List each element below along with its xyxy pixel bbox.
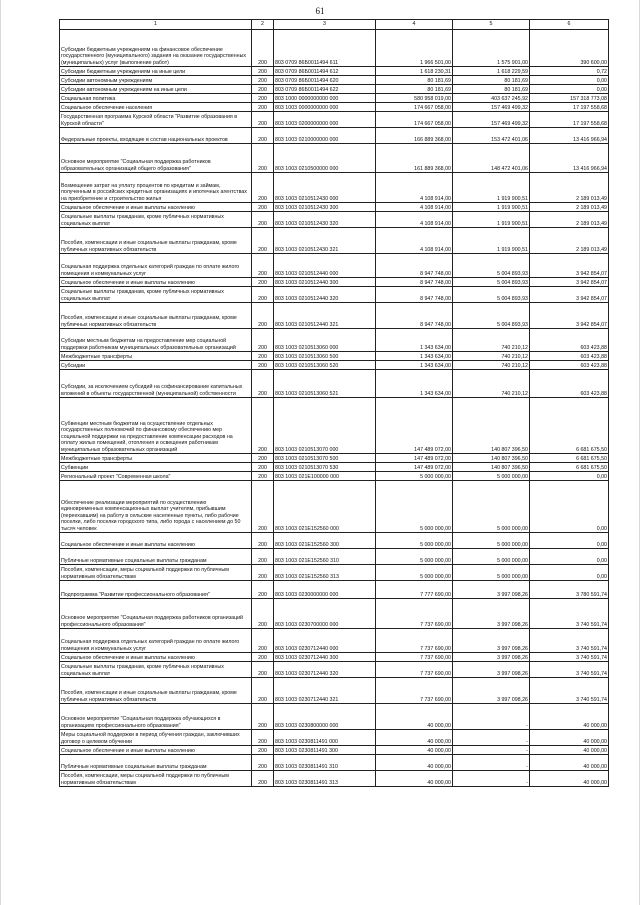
row-approved-amount-cell: 1 966 501,00: [376, 30, 453, 67]
row-unexecuted-amount-cell: 0,00: [530, 472, 609, 481]
row-admin-code-cell: 200: [252, 653, 274, 662]
row-approved-amount-cell: 174 667 058,00: [376, 112, 453, 128]
table-row: [60, 103, 609, 112]
row-budget-code-cell: 803 1003 0230811491 000: [274, 730, 376, 746]
row-name-cell: Публичные нормативные социальные выплаты гражданам: [60, 755, 252, 771]
row-admin-code-cell: 200: [252, 94, 274, 103]
page-edge-left: [0, 0, 1, 905]
row-budget-code-cell: 803 1003 0210513060 521: [274, 370, 376, 398]
row-approved-amount-cell: 4 108 914,00: [376, 228, 453, 254]
row-unexecuted-amount-cell: 0,72: [530, 67, 609, 76]
row-approved-amount-cell: 5 000 000,00: [376, 533, 453, 549]
row-approved-amount-cell: 8 947 748,00: [376, 303, 453, 329]
row-name-cell: Социальное обеспечение населения: [60, 103, 252, 112]
table-row: [60, 472, 609, 481]
table-row: [60, 85, 609, 94]
row-admin-code-cell: 200: [252, 203, 274, 212]
row-name-cell: Государственная программа Курской области "Развитие образования в Курской области": [60, 112, 252, 128]
row-name-cell: Субвенции местным бюджетам на осуществление отдельных государственных полномочий по финансовому обеспечению мер социальной поддержки на предоставление компенсации расходов на оплату жилых помещений, отопления и освещения работникам муниципальных образовательных организаций: [60, 398, 252, 454]
row-executed-amount-cell: 1 919 900,51: [453, 228, 530, 254]
row-budget-code-cell: 803 1003 0230712440 000: [274, 629, 376, 653]
row-budget-code-cell: 803 1003 021E152560 300: [274, 533, 376, 549]
row-admin-code-cell: 200: [252, 128, 274, 144]
table-row: [60, 203, 609, 212]
row-admin-code-cell: 200: [252, 254, 274, 278]
row-approved-amount-cell: 80 181,69: [376, 76, 453, 85]
column-header-1: 1: [60, 20, 252, 30]
row-budget-code-cell: 803 0709 86Б0011494 612: [274, 67, 376, 76]
row-executed-amount-cell: 148 472 401,06: [453, 144, 530, 173]
row-name-cell: Субсидии автономным учреждениям на иные цели: [60, 85, 252, 94]
row-approved-amount-cell: 4 108 914,00: [376, 203, 453, 212]
table-row: [60, 278, 609, 287]
row-admin-code-cell: 200: [252, 370, 274, 398]
row-executed-amount-cell: -: [453, 746, 530, 755]
row-executed-amount-cell: 740 210,12: [453, 370, 530, 398]
row-name-cell: Социальная поддержка отдельных категорий граждан по оплате жилого помещения и коммунальных услуг: [60, 629, 252, 653]
row-name-cell: Меры социальной поддержки в период обучения граждан, заключивших договор о целевом обучении: [60, 730, 252, 746]
row-unexecuted-amount-cell: 2 189 013,49: [530, 212, 609, 228]
row-name-cell: Субсидии бюджетным учреждениям на финансовое обеспечение государственного (муниципального) задания на оказание государственных (муниципальных) услуг (выполнение работ): [60, 30, 252, 67]
row-name-cell: Межбюджетные трансферты: [60, 454, 252, 463]
table-row: [60, 228, 609, 254]
row-name-cell: Публичные нормативные социальные выплаты гражданам: [60, 549, 252, 565]
row-executed-amount-cell: 3 997 098,26: [453, 678, 530, 704]
row-admin-code-cell: 200: [252, 76, 274, 85]
row-budget-code-cell: 803 1003 0230811491 310: [274, 755, 376, 771]
row-admin-code-cell: 200: [252, 662, 274, 678]
row-approved-amount-cell: 1 343 634,00: [376, 352, 453, 361]
row-approved-amount-cell: 7 737 690,00: [376, 662, 453, 678]
row-name-cell: Основное мероприятие "Социальная поддержка работников организаций профессионального образования": [60, 599, 252, 629]
row-executed-amount-cell: 5 004 893,93: [453, 303, 530, 329]
row-budget-code-cell: 803 1003 021E152560 000: [274, 481, 376, 533]
table-row: [60, 94, 609, 103]
row-approved-amount-cell: 5 000 000,00: [376, 565, 453, 581]
row-name-cell: Основное мероприятие "Социальная поддержка работников образовательных организаций общего образования": [60, 144, 252, 173]
row-unexecuted-amount-cell: 3 740 591,74: [530, 678, 609, 704]
row-unexecuted-amount-cell: 0,00: [530, 85, 609, 94]
row-approved-amount-cell: 174 667 058,00: [376, 103, 453, 112]
row-unexecuted-amount-cell: 0,00: [530, 76, 609, 85]
row-name-cell: Социальная политика: [60, 94, 252, 103]
row-executed-amount-cell: 5 004 893,93: [453, 254, 530, 278]
table-row: [60, 533, 609, 549]
row-budget-code-cell: 803 1003 0210512440 300: [274, 278, 376, 287]
row-unexecuted-amount-cell: 40 000,00: [530, 704, 609, 730]
row-executed-amount-cell: 5 000 000,00: [453, 565, 530, 581]
row-admin-code-cell: 200: [252, 704, 274, 730]
row-name-cell: Субсидии местным бюджетам на предоставление мер социальной поддержки работникам муниципальных образовательных организаций: [60, 329, 252, 352]
row-approved-amount-cell: 7 737 690,00: [376, 653, 453, 662]
table-row: [60, 678, 609, 704]
row-budget-code-cell: 803 1003 0210513060 500: [274, 352, 376, 361]
row-unexecuted-amount-cell: 2 189 013,49: [530, 228, 609, 254]
row-executed-amount-cell: 5 004 893,93: [453, 278, 530, 287]
row-name-cell: Пособия, компенсации и иные социальные выплаты гражданам, кроме публичных нормативных обязательств: [60, 228, 252, 254]
row-budget-code-cell: 803 1000 0000000000 000: [274, 94, 376, 103]
table-row: [60, 173, 609, 203]
row-unexecuted-amount-cell: 3 740 591,74: [530, 629, 609, 653]
row-name-cell: Основное мероприятие "Социальная поддержка обучающихся в организациях профессионального образования": [60, 704, 252, 730]
row-approved-amount-cell: 5 000 000,00: [376, 549, 453, 565]
row-admin-code-cell: 200: [252, 549, 274, 565]
row-budget-code-cell: 803 1003 0230712440 321: [274, 678, 376, 704]
row-approved-amount-cell: 80 181,69: [376, 85, 453, 94]
table-row: [60, 771, 609, 787]
table-row: [60, 653, 609, 662]
row-name-cell: Субсидии автономным учреждениям: [60, 76, 252, 85]
row-executed-amount-cell: 140 807 396,50: [453, 463, 530, 472]
row-approved-amount-cell: 40 000,00: [376, 730, 453, 746]
row-budget-code-cell: 803 1003 021E152560 310: [274, 549, 376, 565]
row-executed-amount-cell: 157 469 499,32: [453, 103, 530, 112]
row-executed-amount-cell: 3 997 098,26: [453, 629, 530, 653]
table-row: [60, 76, 609, 85]
row-budget-code-cell: 803 1003 021E152560 313: [274, 565, 376, 581]
table-row: [60, 303, 609, 329]
row-name-cell: Пособия, компенсации и иные социальные выплаты гражданам, кроме публичных нормативных обязательств: [60, 678, 252, 704]
row-name-cell: Подпрограмма "Развитие профессионального образования": [60, 581, 252, 599]
row-unexecuted-amount-cell: 6 681 675,50: [530, 463, 609, 472]
row-executed-amount-cell: 740 210,12: [453, 361, 530, 370]
row-unexecuted-amount-cell: 2 189 013,49: [530, 173, 609, 203]
table-body: [60, 30, 609, 787]
row-name-cell: Субсидии: [60, 361, 252, 370]
row-executed-amount-cell: -: [453, 704, 530, 730]
table-row: [60, 398, 609, 454]
table-row: [60, 704, 609, 730]
row-executed-amount-cell: 740 210,12: [453, 329, 530, 352]
row-budget-code-cell: 803 1003 0210512440 320: [274, 287, 376, 303]
row-approved-amount-cell: 4 108 914,00: [376, 212, 453, 228]
row-admin-code-cell: 200: [252, 678, 274, 704]
row-budget-code-cell: 803 1003 0210512430 000: [274, 173, 376, 203]
row-admin-code-cell: 200: [252, 533, 274, 549]
table-row: [60, 755, 609, 771]
row-approved-amount-cell: 40 000,00: [376, 746, 453, 755]
row-name-cell: Социальное обеспечение и иные выплаты населению: [60, 653, 252, 662]
table-row: [60, 629, 609, 653]
row-approved-amount-cell: 7 737 690,00: [376, 678, 453, 704]
row-budget-code-cell: 803 1003 0210513060 520: [274, 361, 376, 370]
column-header-2: 2: [252, 20, 274, 30]
table-row: [60, 329, 609, 352]
row-name-cell: Социальная поддержка отдельных категорий граждан по оплате жилого помещения и коммунальных услуг: [60, 254, 252, 278]
table-row: [60, 352, 609, 361]
row-budget-code-cell: 803 1003 0230800000 000: [274, 704, 376, 730]
row-name-cell: Социальные выплаты гражданам, кроме публичных нормативных социальных выплат: [60, 662, 252, 678]
budget-execution-table: [59, 19, 609, 787]
table-row: [60, 454, 609, 463]
column-header-5: 5: [453, 20, 530, 30]
row-unexecuted-amount-cell: 0,00: [530, 549, 609, 565]
row-executed-amount-cell: 5 000 000,00: [453, 533, 530, 549]
table-row: [60, 746, 609, 755]
table-row: [60, 144, 609, 173]
row-unexecuted-amount-cell: 3 942 854,07: [530, 287, 609, 303]
row-approved-amount-cell: 40 000,00: [376, 755, 453, 771]
row-unexecuted-amount-cell: 40 000,00: [530, 771, 609, 787]
column-header-4: 4: [376, 20, 453, 30]
row-admin-code-cell: 200: [252, 144, 274, 173]
row-unexecuted-amount-cell: 603 423,88: [530, 361, 609, 370]
row-executed-amount-cell: 80 181,69: [453, 76, 530, 85]
row-name-cell: Пособия, компенсации и иные социальные выплаты гражданам, кроме публичных нормативных обязательств: [60, 303, 252, 329]
row-admin-code-cell: 200: [252, 472, 274, 481]
row-admin-code-cell: 200: [252, 361, 274, 370]
row-budget-code-cell: 803 1003 0210512430 320: [274, 212, 376, 228]
row-approved-amount-cell: 40 000,00: [376, 704, 453, 730]
row-admin-code-cell: 200: [252, 629, 274, 653]
row-admin-code-cell: 200: [252, 67, 274, 76]
row-executed-amount-cell: 5 000 000,00: [453, 549, 530, 565]
table-row: [60, 463, 609, 472]
row-admin-code-cell: 200: [252, 771, 274, 787]
table-row: [60, 361, 609, 370]
row-budget-code-cell: 803 1003 0210512440 321: [274, 303, 376, 329]
row-budget-code-cell: 803 1003 0210512430 300: [274, 203, 376, 212]
row-unexecuted-amount-cell: 13 416 966,94: [530, 128, 609, 144]
row-name-cell: Обеспечение реализации мероприятий по осуществлению единовременных компенсационных выплат учителям, прибывшим (переехавшим) на работу в сельские населенные пункты, либо рабочие поселки, либо поселки городского типа, либо города с населением до 50 тысяч человек: [60, 481, 252, 533]
table-row: [60, 549, 609, 565]
row-name-cell: Федеральные проекты, входящие в состав национальных проектов: [60, 128, 252, 144]
row-executed-amount-cell: 5 000 000,00: [453, 481, 530, 533]
row-admin-code-cell: 200: [252, 463, 274, 472]
row-budget-code-cell: 803 1003 0210512440 000: [274, 254, 376, 278]
row-budget-code-cell: 803 0709 86Б0011494 620: [274, 76, 376, 85]
row-name-cell: Социальное обеспечение и иные выплаты населению: [60, 533, 252, 549]
row-executed-amount-cell: 157 469 499,32: [453, 112, 530, 128]
row-executed-amount-cell: 1 618 229,59: [453, 67, 530, 76]
row-budget-code-cell: 803 0709 86Б0011494 622: [274, 85, 376, 94]
row-budget-code-cell: 803 1003 0210500000 000: [274, 144, 376, 173]
row-budget-code-cell: 803 1003 0200000000 000: [274, 112, 376, 128]
row-admin-code-cell: 200: [252, 30, 274, 67]
row-admin-code-cell: 200: [252, 398, 274, 454]
row-admin-code-cell: 200: [252, 112, 274, 128]
row-executed-amount-cell: 1 919 900,51: [453, 173, 530, 203]
row-executed-amount-cell: 80 181,69: [453, 85, 530, 94]
row-unexecuted-amount-cell: 13 416 966,94: [530, 144, 609, 173]
row-executed-amount-cell: 5 004 893,93: [453, 287, 530, 303]
row-executed-amount-cell: 403 637 245,92: [453, 94, 530, 103]
row-unexecuted-amount-cell: 3 740 591,74: [530, 653, 609, 662]
row-unexecuted-amount-cell: 6 681 675,50: [530, 398, 609, 454]
row-admin-code-cell: 200: [252, 481, 274, 533]
row-name-cell: Региональный проект "Современная школа": [60, 472, 252, 481]
row-unexecuted-amount-cell: 603 423,88: [530, 370, 609, 398]
row-approved-amount-cell: 147 489 072,00: [376, 463, 453, 472]
row-unexecuted-amount-cell: 17 197 558,68: [530, 103, 609, 112]
row-name-cell: Пособия, компенсации, меры социальной поддержки по публичным нормативным обязательствам: [60, 565, 252, 581]
row-executed-amount-cell: -: [453, 730, 530, 746]
row-unexecuted-amount-cell: 0,00: [530, 481, 609, 533]
row-admin-code-cell: 200: [252, 228, 274, 254]
row-unexecuted-amount-cell: 3 740 591,74: [530, 662, 609, 678]
table-row: [60, 30, 609, 67]
row-approved-amount-cell: 8 947 748,00: [376, 287, 453, 303]
row-approved-amount-cell: 147 489 072,00: [376, 398, 453, 454]
row-unexecuted-amount-cell: 6 681 675,50: [530, 454, 609, 463]
row-executed-amount-cell: 5 000 000,00: [453, 472, 530, 481]
row-budget-code-cell: 803 0709 86Б0011494 611: [274, 30, 376, 67]
row-admin-code-cell: 200: [252, 454, 274, 463]
row-approved-amount-cell: 166 889 368,00: [376, 128, 453, 144]
row-name-cell: Пособия, компенсации, меры социальной поддержки по публичным нормативным обязательствам: [60, 771, 252, 787]
table-row: [60, 599, 609, 629]
row-executed-amount-cell: 3 997 098,26: [453, 662, 530, 678]
row-unexecuted-amount-cell: 3 942 854,07: [530, 303, 609, 329]
row-executed-amount-cell: 740 210,12: [453, 352, 530, 361]
row-approved-amount-cell: 7 737 690,00: [376, 629, 453, 653]
row-admin-code-cell: 200: [252, 303, 274, 329]
row-admin-code-cell: 200: [252, 329, 274, 352]
row-name-cell: Межбюджетные трансферты: [60, 352, 252, 361]
row-approved-amount-cell: 1 343 634,00: [376, 329, 453, 352]
row-budget-code-cell: 803 1003 0210000000 000: [274, 128, 376, 144]
row-approved-amount-cell: 8 947 748,00: [376, 254, 453, 278]
row-name-cell: Социальные выплаты гражданам, кроме публичных нормативных социальных выплат: [60, 287, 252, 303]
row-approved-amount-cell: 7 777 690,00: [376, 581, 453, 599]
row-executed-amount-cell: 1 919 900,51: [453, 212, 530, 228]
table-row: [60, 481, 609, 533]
row-executed-amount-cell: 3 997 098,26: [453, 653, 530, 662]
row-unexecuted-amount-cell: 0,00: [530, 565, 609, 581]
row-unexecuted-amount-cell: 3 780 591,74: [530, 581, 609, 599]
row-unexecuted-amount-cell: 40 000,00: [530, 730, 609, 746]
table-row: [60, 67, 609, 76]
row-admin-code-cell: 200: [252, 278, 274, 287]
row-name-cell: Социальное обеспечение и иные выплаты населению: [60, 203, 252, 212]
row-executed-amount-cell: -: [453, 771, 530, 787]
row-unexecuted-amount-cell: 2 189 013,49: [530, 203, 609, 212]
row-unexecuted-amount-cell: 17 197 558,68: [530, 112, 609, 128]
row-approved-amount-cell: 1 618 230,31: [376, 67, 453, 76]
row-admin-code-cell: 200: [252, 173, 274, 203]
table-row: [60, 287, 609, 303]
row-budget-code-cell: 803 1003 0230712440 320: [274, 662, 376, 678]
table-row: [60, 565, 609, 581]
row-admin-code-cell: 200: [252, 212, 274, 228]
row-unexecuted-amount-cell: 40 000,00: [530, 755, 609, 771]
row-name-cell: Социальное обеспечение и иные выплаты населению: [60, 278, 252, 287]
page-number: 61: [315, 6, 325, 16]
row-executed-amount-cell: 3 997 098,26: [453, 581, 530, 599]
row-budget-code-cell: 803 1003 0210513070 530: [274, 463, 376, 472]
row-approved-amount-cell: 40 000,00: [376, 771, 453, 787]
row-budget-code-cell: 803 1003 0210513060 000: [274, 329, 376, 352]
row-unexecuted-amount-cell: 40 000,00: [530, 746, 609, 755]
row-approved-amount-cell: 1 343 634,00: [376, 370, 453, 398]
row-admin-code-cell: 200: [252, 755, 274, 771]
table-row: [60, 254, 609, 278]
row-unexecuted-amount-cell: 3 942 854,07: [530, 278, 609, 287]
row-name-cell: Субсидии бюджетным учреждениям на иные цели: [60, 67, 252, 76]
row-name-cell: Социальное обеспечение и иные выплаты населению: [60, 746, 252, 755]
row-executed-amount-cell: 1 919 900,51: [453, 203, 530, 212]
row-unexecuted-amount-cell: 157 318 773,08: [530, 94, 609, 103]
row-unexecuted-amount-cell: 390 600,00: [530, 30, 609, 67]
row-unexecuted-amount-cell: 0,00: [530, 533, 609, 549]
row-admin-code-cell: 200: [252, 287, 274, 303]
row-budget-code-cell: 803 1003 0230811491 313: [274, 771, 376, 787]
row-executed-amount-cell: 140 807 396,50: [453, 398, 530, 454]
row-budget-code-cell: 803 1003 0230000000 000: [274, 581, 376, 599]
row-name-cell: Возмещение затрат на уплату процентов по кредитам и займам, полученным в российских кредитных организациях и ипотечных агентствах на приобретение и строительство жилья: [60, 173, 252, 203]
row-admin-code-cell: 200: [252, 85, 274, 94]
row-name-cell: Социальные выплаты гражданам, кроме публичных нормативных социальных выплат: [60, 212, 252, 228]
row-executed-amount-cell: -: [453, 755, 530, 771]
row-approved-amount-cell: 147 489 072,00: [376, 454, 453, 463]
table-row: [60, 581, 609, 599]
row-approved-amount-cell: 8 947 748,00: [376, 278, 453, 287]
table-row: [60, 370, 609, 398]
row-executed-amount-cell: 140 807 396,50: [453, 454, 530, 463]
row-unexecuted-amount-cell: 603 423,88: [530, 329, 609, 352]
row-budget-code-cell: 803 1003 0210512430 321: [274, 228, 376, 254]
row-admin-code-cell: 200: [252, 565, 274, 581]
row-unexecuted-amount-cell: 603 423,88: [530, 352, 609, 361]
row-admin-code-cell: 200: [252, 730, 274, 746]
row-approved-amount-cell: 5 000 000,00: [376, 481, 453, 533]
table-row: [60, 662, 609, 678]
row-executed-amount-cell: 153 472 401,06: [453, 128, 530, 144]
row-approved-amount-cell: 5 000 000,00: [376, 472, 453, 481]
column-header-6: 6: [530, 20, 609, 30]
row-budget-code-cell: 803 1003 0230811491 300: [274, 746, 376, 755]
row-admin-code-cell: 200: [252, 746, 274, 755]
column-number-row: [60, 20, 609, 30]
table-row: [60, 128, 609, 144]
row-approved-amount-cell: 7 737 690,00: [376, 599, 453, 629]
row-approved-amount-cell: 580 958 019,00: [376, 94, 453, 103]
row-budget-code-cell: 803 1003 0230700000 000: [274, 599, 376, 629]
row-budget-code-cell: 803 1003 021E100000 000: [274, 472, 376, 481]
row-executed-amount-cell: 1 575 901,00: [453, 30, 530, 67]
row-name-cell: Субвенции: [60, 463, 252, 472]
row-unexecuted-amount-cell: 3 740 591,74: [530, 599, 609, 629]
row-admin-code-cell: 200: [252, 581, 274, 599]
row-budget-code-cell: 803 1003 0000000000 000: [274, 103, 376, 112]
row-unexecuted-amount-cell: 3 942 854,07: [530, 254, 609, 278]
row-admin-code-cell: 200: [252, 352, 274, 361]
row-admin-code-cell: 200: [252, 103, 274, 112]
row-approved-amount-cell: 161 889 368,00: [376, 144, 453, 173]
column-header-3: 3: [274, 20, 376, 30]
row-name-cell: Субсидии, за исключением субсидий на софинансирование капитальных вложений в объекты государственной (муниципальной) собственности: [60, 370, 252, 398]
table-row: [60, 212, 609, 228]
row-approved-amount-cell: 4 108 914,00: [376, 173, 453, 203]
row-budget-code-cell: 803 1003 0210513070 000: [274, 398, 376, 454]
row-budget-code-cell: 803 1003 0210513070 500: [274, 454, 376, 463]
row-executed-amount-cell: 3 997 098,26: [453, 599, 530, 629]
row-budget-code-cell: 803 1003 0230712440 300: [274, 653, 376, 662]
table-row: [60, 112, 609, 128]
row-admin-code-cell: 200: [252, 599, 274, 629]
table-row: [60, 730, 609, 746]
row-approved-amount-cell: 1 343 634,00: [376, 361, 453, 370]
